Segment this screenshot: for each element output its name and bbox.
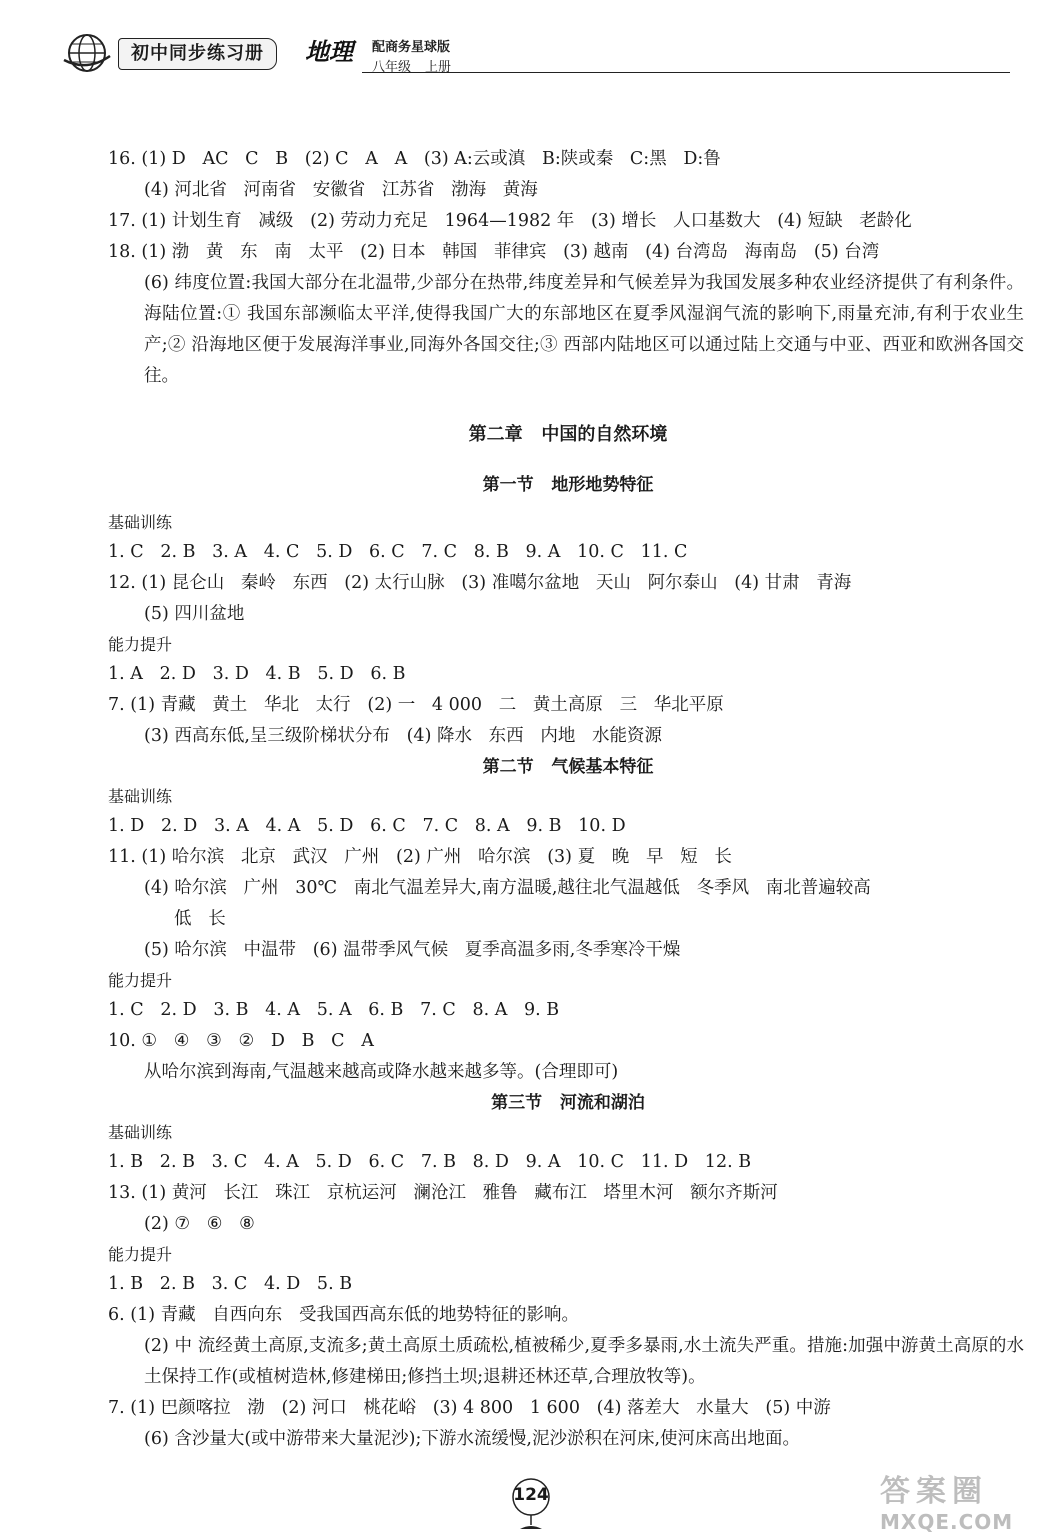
page-number-text: 124 [513, 1485, 549, 1505]
answer-line: 7. (1) 青藏 黄土 华北 太行 (2) 一 4 000 二 黄土高原 三 华北平原 [108, 695, 724, 715]
header-rule [362, 72, 1010, 73]
answer-line: 16. (1) D AC C B (2) C A A (3) A:云或滇 B:陕或秦 C:黑 D:鲁 [108, 149, 721, 169]
answer-line: 从哈尔滨到海南,气温越来越高或降水越来越多等。(合理即可) [144, 1062, 619, 1082]
basic-training-label: 基础训练 [108, 1123, 173, 1142]
series-title: 初中同步练习册 [118, 38, 277, 70]
ability-label: 能力提升 [108, 635, 173, 654]
ability-label: 能力提升 [108, 971, 173, 990]
watermark-top: 答案圈 [880, 1474, 988, 1509]
basic-training-label: 基础训练 [108, 787, 173, 806]
answer-line: 13. (1) 黄河 长江 珠江 京杭运河 澜沧江 雅鲁 藏布江 塔里木河 额尔齐斯河 [108, 1183, 778, 1203]
answer-line: 6. (1) 青藏 自西向东 受我国西高东低的地势特征的影响。 [108, 1305, 579, 1325]
answer-line: 1. C 2. B 3. A 4. C 5. D 6. C 7. C 8. B 9. A 10. C 11. C [108, 542, 688, 562]
answer-content [108, 144, 1028, 1455]
watermark [880, 1466, 1050, 1532]
ability-label: 能力提升 [108, 1245, 173, 1264]
answer-line: 低 长 [174, 909, 226, 929]
answer-line: (4) 河北省 河南省 安徽省 江苏省 渤海 黄海 [144, 180, 538, 200]
page-header [62, 30, 1010, 76]
answer-line: 17. (1) 计划生育 减级 (2) 劳动力充足 1964—1982 年 (3) 增长 人口基数大 (4) 短缺 老龄化 [108, 211, 912, 231]
answer-line: (5) 哈尔滨 中温带 (6) 温带季风气候 夏季高温多雨,冬季寒冷干燥 [144, 940, 681, 960]
edition-label: 配商务星球版 [372, 40, 451, 55]
page-globe-icon [506, 1475, 556, 1535]
answer-line: 10. ① ④ ③ ② D B C A [108, 1031, 374, 1051]
answer-line: 7. (1) 巴颜喀拉 渤 (2) 河口 桃花峪 (3) 4 800 1 600 (4) 落差大 水量大 (5) 中游 [108, 1398, 831, 1418]
chapter-title: 第二章 中国的自然环境 [468, 424, 668, 445]
answer-line: 11. (1) 哈尔滨 北京 武汉 广州 (2) 广州 哈尔滨 (3) 夏 晚 早 短 长 [108, 847, 732, 867]
answer-line: (6) 含沙量大(或中游带来大量泥沙);下游水流缓慢,泥沙淤积在河床,使河床高出地面。 [144, 1429, 801, 1449]
section-title: 第一节 地形地势特征 [482, 475, 654, 495]
answer-line: 1. D 2. D 3. A 4. A 5. D 6. C 7. C 8. A 9. B 10. D [108, 816, 626, 836]
answer-paragraph: (2) 中 流经黄土高原,支流多;黄土高原土质疏松,植被稀少,夏季多暴雨,水土流失严重。措施:加强中游黄土高原的水土保持工作(或植树造林,修建梯田;修挡土坝;退耕还林还草,合理放牧等)。 [144, 1336, 1024, 1387]
basic-training-label: 基础训练 [108, 513, 173, 532]
answer-line: 1. B 2. B 3. C 4. A 5. D 6. C 7. B 8. D 9. A 10. C 11. D 12. B [108, 1152, 752, 1172]
answer-line: (4) 哈尔滨 广州 30℃ 南北气温差异大,南方温暖,越往北气温越低 冬季风 南北普遍较高 [144, 878, 871, 898]
section-title: 第三节 河流和湖泊 [491, 1093, 645, 1113]
answer-line: (5) 四川盆地 [144, 604, 245, 624]
answer-line: (3) 西高东低,呈三级阶梯状分布 (4) 降水 东西 内地 水能资源 [144, 726, 663, 746]
answer-line: 1. B 2. B 3. C 4. D 5. B [108, 1274, 353, 1294]
globe-icon [62, 30, 112, 76]
answer-line: 1. C 2. D 3. B 4. A 5. A 6. B 7. C 8. A 9. B [108, 1000, 560, 1020]
page-number [506, 1475, 556, 1535]
answer-line: 12. (1) 昆仑山 秦岭 东西 (2) 太行山脉 (3) 准噶尔盆地 天山 阿尔泰山 (4) 甘肃 青海 [108, 573, 852, 593]
answer-paragraph: (6) 纬度位置:我国大部分在北温带,少部分在热带,纬度差异和气候差异为我国发展多种农业经济提供了有利条件。海陆位置:① 我国东部濒临太平洋,使得我国广大的东部地区在夏季风湿润气流的影响下,雨量充沛,有利于农业生产;② 沿海地区便于发展海洋事业,同海外各国交往;③ 西部内陆地区可以通过陆上交通与中亚、西亚和欧洲各国交往。 [144, 273, 1024, 386]
answer-line: 1. A 2. D 3. D 4. B 5. D 6. B [108, 664, 406, 684]
answer-line: (2) ⑦ ⑥ ⑧ [144, 1214, 255, 1234]
volume: 上册 [425, 60, 452, 75]
grade: 八年级 [372, 60, 412, 75]
subject-title: 地理 [305, 37, 353, 66]
answer-line: 18. (1) 渤 黄 东 南 太平 (2) 日本 韩国 菲律宾 (3) 越南 (4) 台湾岛 海南岛 (5) 台湾 [108, 242, 880, 262]
watermark-bottom: MXQE.COM [880, 1510, 1014, 1534]
section-title: 第二节 气候基本特征 [482, 757, 654, 777]
